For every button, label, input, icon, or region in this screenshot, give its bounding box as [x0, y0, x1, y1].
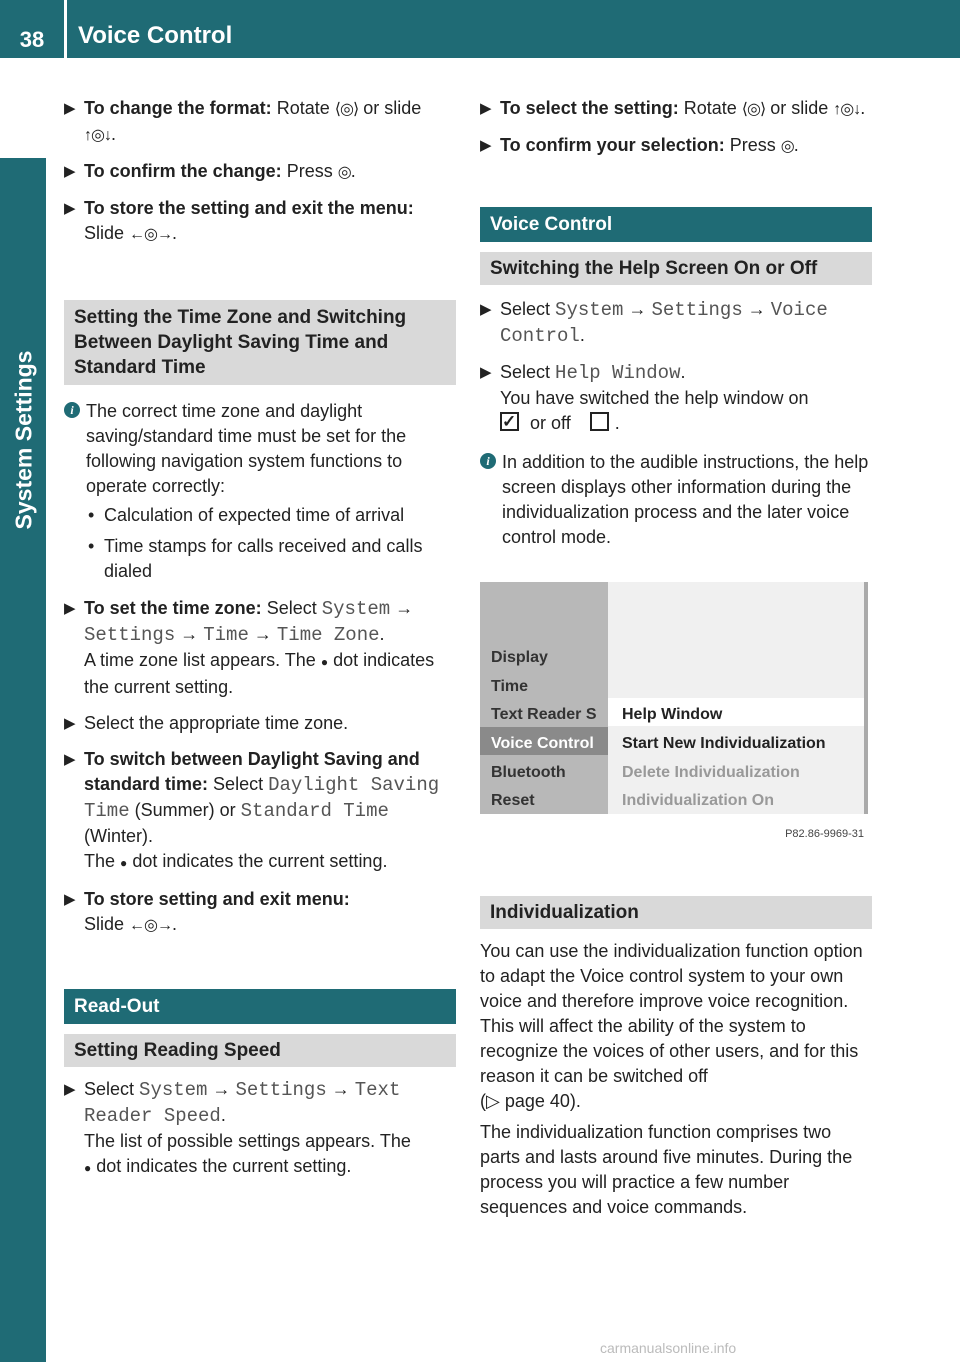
- page-reference-link[interactable]: (▷ page 40).: [480, 1091, 581, 1111]
- menu-item: Display: [491, 649, 548, 666]
- menu-item: Text Reader S: [491, 706, 597, 723]
- section-heading-read-out: Read-Out: [64, 989, 456, 1024]
- step-arrow-icon: ▶: [64, 751, 76, 768]
- step-store-setting-exit: ▶ To store setting and exit menu: Slide ←◎→.: [64, 889, 350, 934]
- list-item: • Calculation of expected time of arrival: [86, 503, 456, 528]
- slide-updown-icon: ↑◎↓: [84, 127, 111, 144]
- dot-icon: ●: [84, 1161, 92, 1175]
- step-select-help-window: ▶ Select Help Window. You have switched the help window on ✓ or off .: [480, 362, 809, 433]
- section-heading-voice-control: Voice Control: [480, 207, 872, 242]
- checkbox-checked-icon: ✓: [500, 412, 519, 431]
- paragraph: You can use the individualization function option to adapt the Voice control system to your own voice and therefore improve voice recognition. This will affect the ability of the system to recognize the voices of other users, and for this reason it can be switched off (▷ page 40).: [480, 941, 863, 1111]
- slide-leftright-icon: ←◎→: [129, 917, 173, 934]
- dot-icon: ●: [320, 655, 329, 669]
- rotate-controller-icon: ⟨◎⟩: [741, 101, 766, 118]
- side-tab: [0, 58, 46, 1362]
- step-confirm-selection: ▶ To confirm your selection: Press ◎.: [480, 133, 872, 159]
- step-select-time-zone: ▶ Select the appropriate time zone.: [64, 711, 456, 736]
- step-arrow-icon: ▶: [64, 100, 76, 117]
- step-arrow-icon: ▶: [64, 200, 76, 217]
- menu-option: Start New Individualization: [622, 735, 826, 752]
- watermark: carmanualsonline.info: [600, 1340, 737, 1356]
- left-column: [64, 96, 456, 1192]
- page-number: 38: [19, 27, 45, 52]
- menu-option: Help Window: [622, 706, 723, 723]
- screenshot-voice-control-menu: [480, 582, 868, 842]
- step-arrow-icon: ▶: [480, 364, 492, 381]
- section-heading-individualization: Individualization: [480, 896, 872, 929]
- step-arrow-icon: ▶: [480, 137, 492, 154]
- info-icon: i: [64, 402, 80, 418]
- menu-scrollbar: [864, 582, 868, 814]
- menu-option: Delete Individualization: [622, 764, 800, 781]
- step-arrow-icon: ▶: [480, 100, 492, 117]
- step-arrow-icon: ▶: [480, 301, 492, 318]
- step-select-voice-control: ▶ Select System → Settings → Voice Control.: [480, 299, 828, 347]
- checkbox-empty-icon: [590, 412, 609, 431]
- info-icon: i: [480, 453, 496, 469]
- slide-updown-icon: ↑◎↓: [833, 101, 861, 118]
- side-tab-label: System Settings: [10, 350, 37, 530]
- press-controller-icon: ◎: [780, 138, 794, 155]
- side-tab-divider: [0, 158, 46, 162]
- menu-item: Time: [491, 678, 529, 695]
- section-heading-reading-speed: Setting Reading Speed: [64, 1034, 456, 1067]
- image-caption-code: P82.86-9969-31: [785, 828, 864, 840]
- step-arrow-icon: ▶: [64, 891, 76, 908]
- step-confirm-change: ▶ To confirm the change: Press ◎.: [64, 159, 456, 185]
- rotate-controller-icon: ⟨◎⟩: [334, 101, 359, 118]
- chapter-title: Voice Control: [78, 22, 233, 49]
- menu-item: Reset: [491, 792, 535, 809]
- list-item: • Time stamps for calls received and calls dialed: [86, 534, 456, 584]
- step-arrow-icon: ▶: [64, 715, 76, 732]
- step-select-setting: ▶ To select the setting: Rotate ⟨◎⟩ or slide ↑◎↓.: [480, 96, 872, 122]
- step-arrow-icon: ▶: [64, 600, 76, 617]
- step-arrow-icon: ▶: [64, 1081, 76, 1098]
- press-controller-icon: ◎: [337, 164, 351, 181]
- step-change-format: ▶ To change the format: Rotate ⟨◎⟩ or slide ↑◎↓.: [64, 98, 422, 144]
- step-arrow-icon: ▶: [64, 163, 76, 180]
- step-set-time-zone: ▶ To set the time zone: Select System → Settings → Time → Time Zone. A time zone list appears. The ● dot indicates the current setting.: [64, 598, 435, 697]
- header-divider: [64, 0, 67, 58]
- info-note: i The correct time zone and daylight saving/standard time must be set for the following navigation system functions to operate correctly: • Calculation of expected time of arrival • Time stamps for calls received and calls dialed: [64, 399, 456, 584]
- section-heading-time-zone: Setting the Time Zone and Switching Between Daylight Saving Time and Standard Time: [64, 300, 456, 385]
- menu-item: Voice Control: [491, 735, 594, 752]
- menu-option: Individualization On: [622, 792, 774, 809]
- section-heading-help-screen: Switching the Help Screen On or Off: [480, 252, 872, 285]
- slide-leftright-icon: ←◎→: [129, 226, 173, 243]
- paragraph: The individualization function comprises two parts and lasts around five minutes. During the process you will practice a few number sequences and voice commands.: [480, 1122, 853, 1217]
- menu-item: Bluetooth: [491, 764, 566, 781]
- side-tab-gap: [0, 58, 46, 158]
- right-column: [480, 96, 872, 1226]
- step-select-reader-speed: ▶ Select System → Settings → Text Reader Speed. The list of possible settings appears. The ● dot indicates the current setting.: [64, 1079, 411, 1176]
- header-bar: [0, 0, 960, 58]
- dot-icon: ●: [120, 856, 128, 870]
- info-note: i In addition to the audible instructions, the help screen displays other information during the individualization process and the later voice control mode.: [480, 450, 872, 550]
- step-store-exit: ▶ To store the setting and exit the menu: Slide ←◎→.: [64, 198, 414, 243]
- step-switch-dst: ▶ To switch between Daylight Saving and standard time: Select Daylight Saving Time (Summer) or Standard Time (Winter). The ● dot indicates the current setting.: [64, 749, 440, 871]
